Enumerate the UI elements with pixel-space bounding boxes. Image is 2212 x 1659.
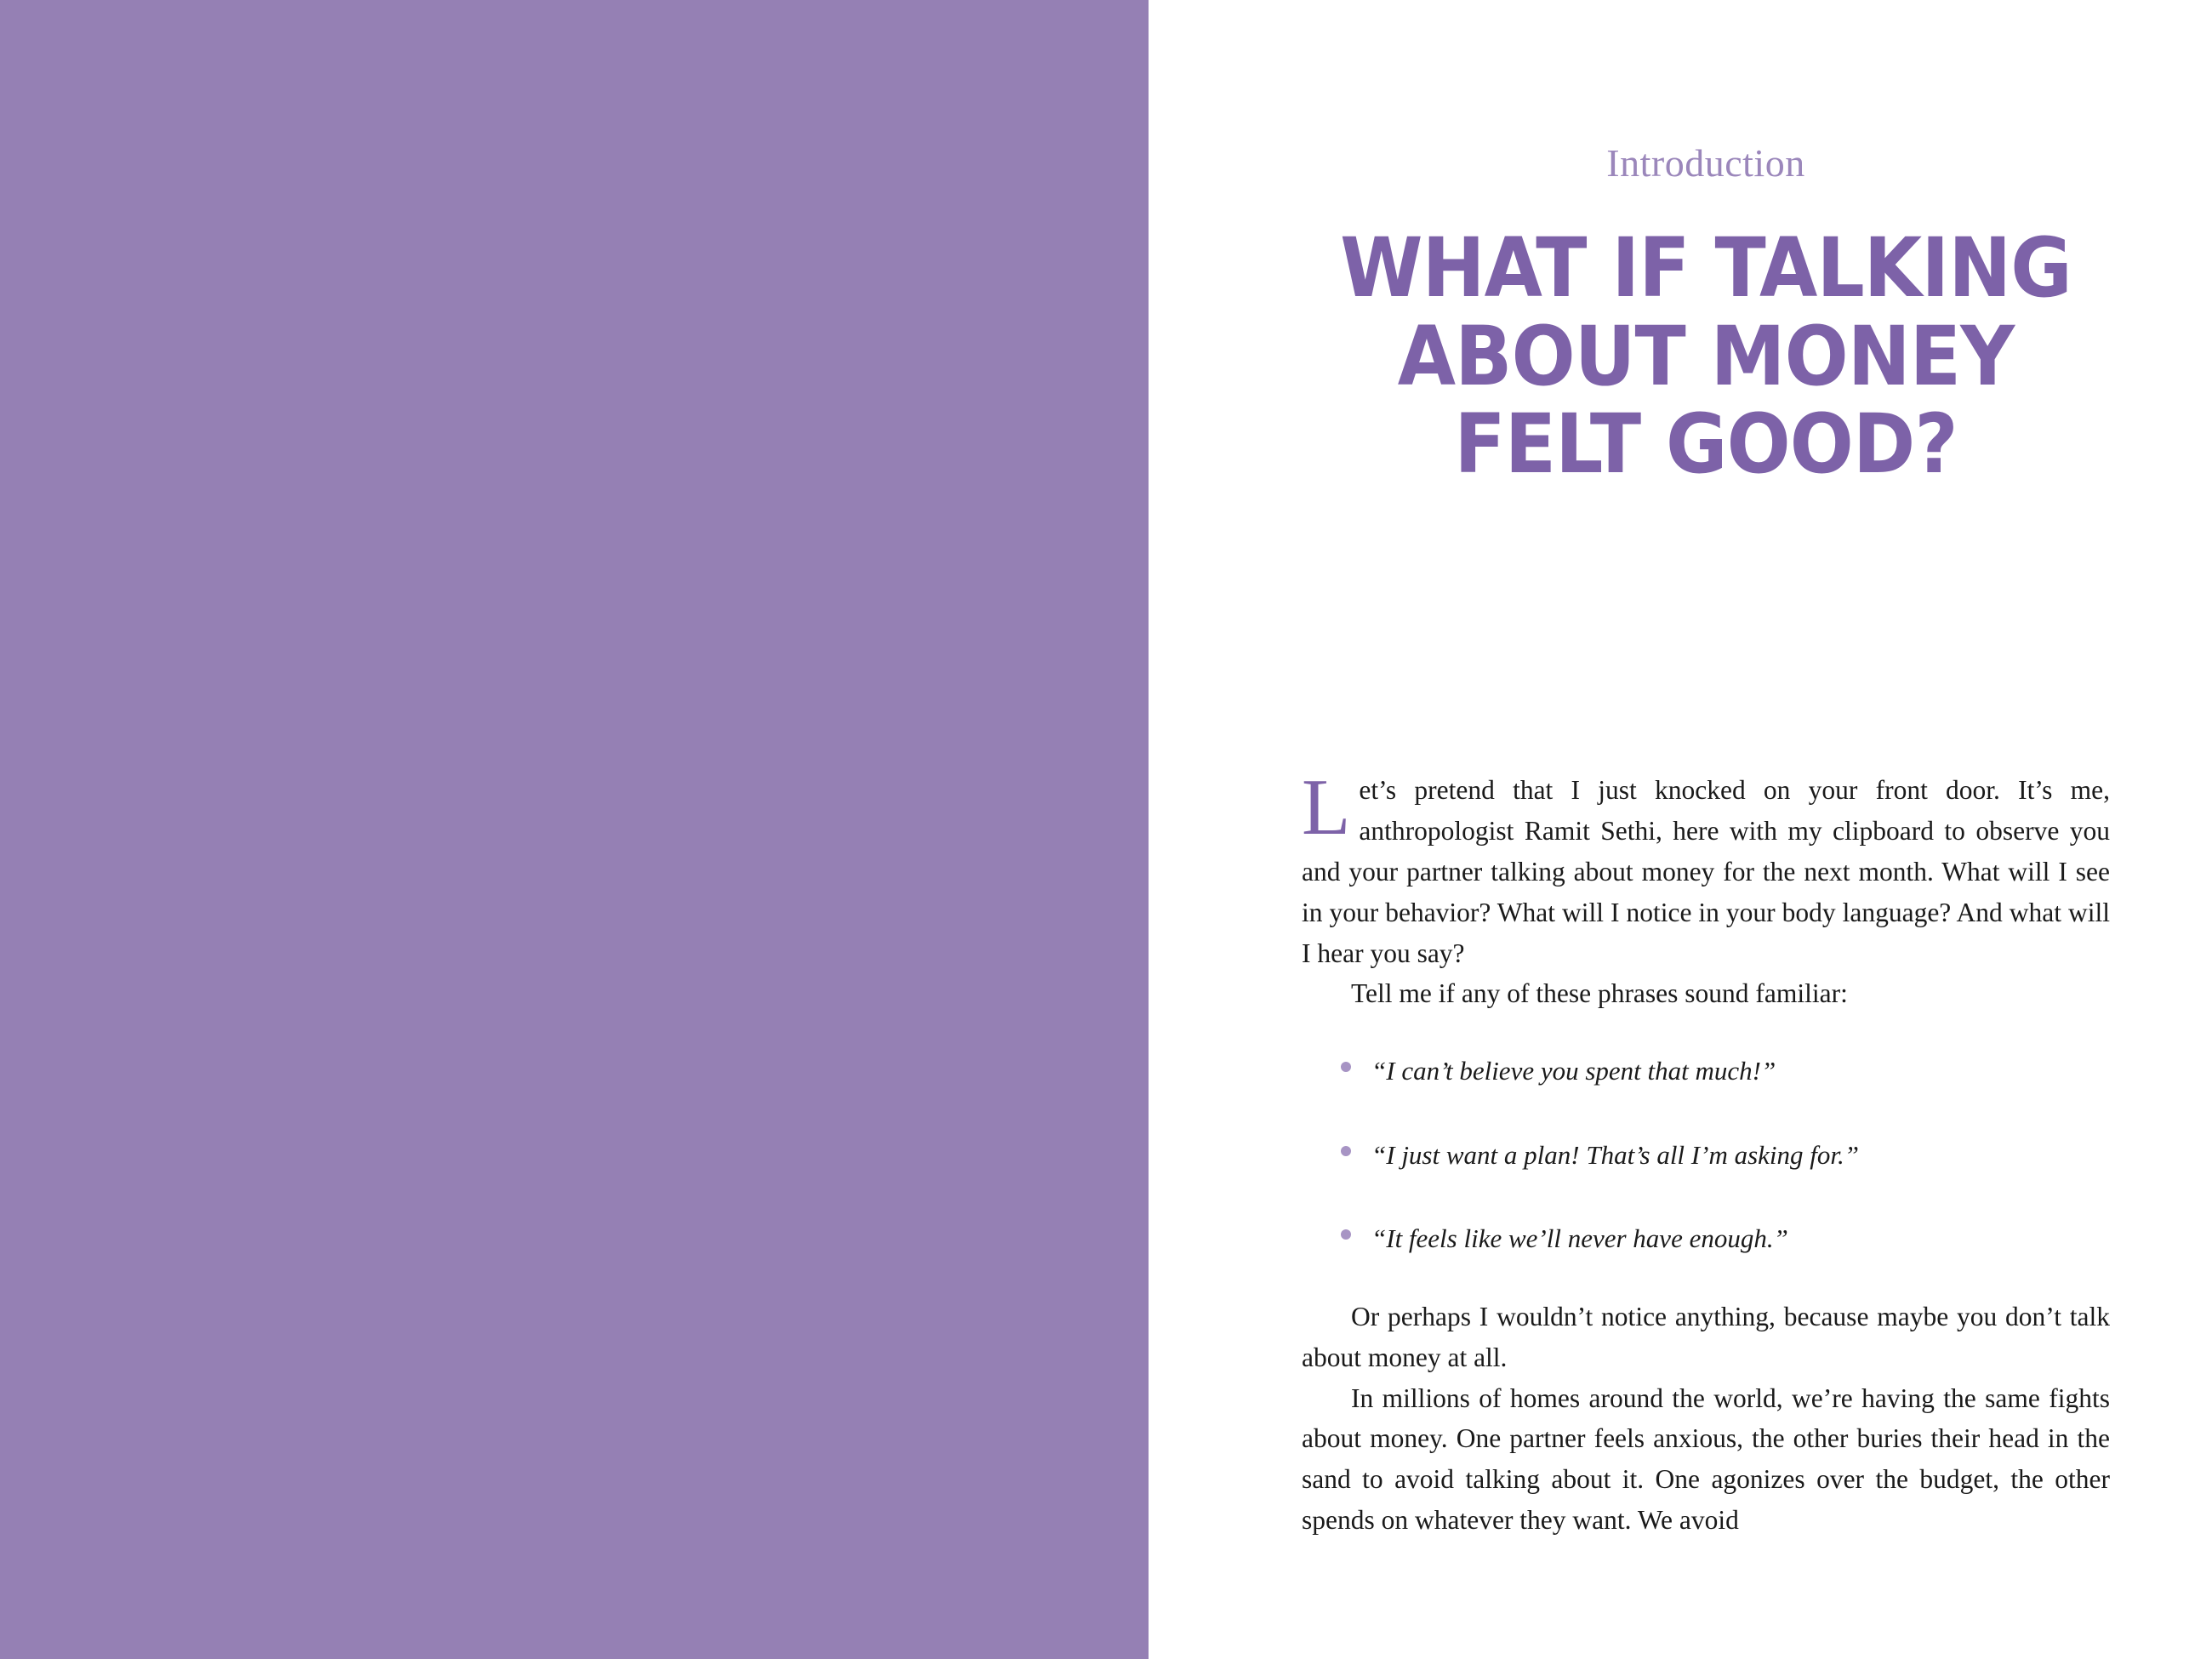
bullet-icon — [1341, 1062, 1351, 1072]
page-title — [1334, 220, 2078, 493]
bullet-icon — [1341, 1146, 1351, 1156]
list-item-label: “I just want a plan! That’s all I’m asking for.” — [1371, 1139, 1860, 1170]
title-line-2: ABOUT MONEY — [1397, 308, 2015, 404]
list-item — [1371, 1136, 2110, 1176]
section-eyebrow: Introduction — [1606, 141, 1805, 185]
list-item-label: “It feels like we’ll never have enough.” — [1371, 1223, 1788, 1254]
page-content — [1302, 0, 2110, 1659]
title-line-3: FELT GOOD? — [1454, 396, 1958, 493]
list-item — [1371, 1219, 2110, 1259]
drop-cap: L — [1302, 763, 1351, 852]
paragraph-perhaps: Or perhaps I wouldn’t notice anything, because maybe you don’t talk about money at all. — [1302, 1301, 2110, 1372]
right-page — [1149, 0, 2212, 1659]
list-item — [1371, 1052, 2110, 1092]
title-line-1: WHAT IF TALKING — [1340, 220, 2072, 316]
list-item-label: “I can’t believe you spent that much!” — [1371, 1056, 1776, 1086]
paragraph-opening — [1302, 763, 2110, 973]
paragraph-prompt: Tell me if any of these phrases sound familiar: — [1351, 978, 1848, 1009]
paragraph-millions: In millions of homes around the world, we’re having the same fights about money. One partner feels anxious, the other buries their head in the sand to avoid talking about it. One agonizes over the budget, the other spends on whatever they want. We avoid — [1302, 1382, 2110, 1536]
bullet-icon — [1341, 1229, 1351, 1240]
paragraph-opening-text: et’s pretend that I just knocked on your front door. It’s me, anthropologist Ramit Sethi, here with my clipboard to observe you and your partner talking about money for the next month. What will I see in your behavior? What will I notice in your body language? And what will I hear you say? — [1302, 775, 2110, 968]
phrase-list — [1302, 1052, 2110, 1259]
body-column — [1302, 763, 2110, 1541]
